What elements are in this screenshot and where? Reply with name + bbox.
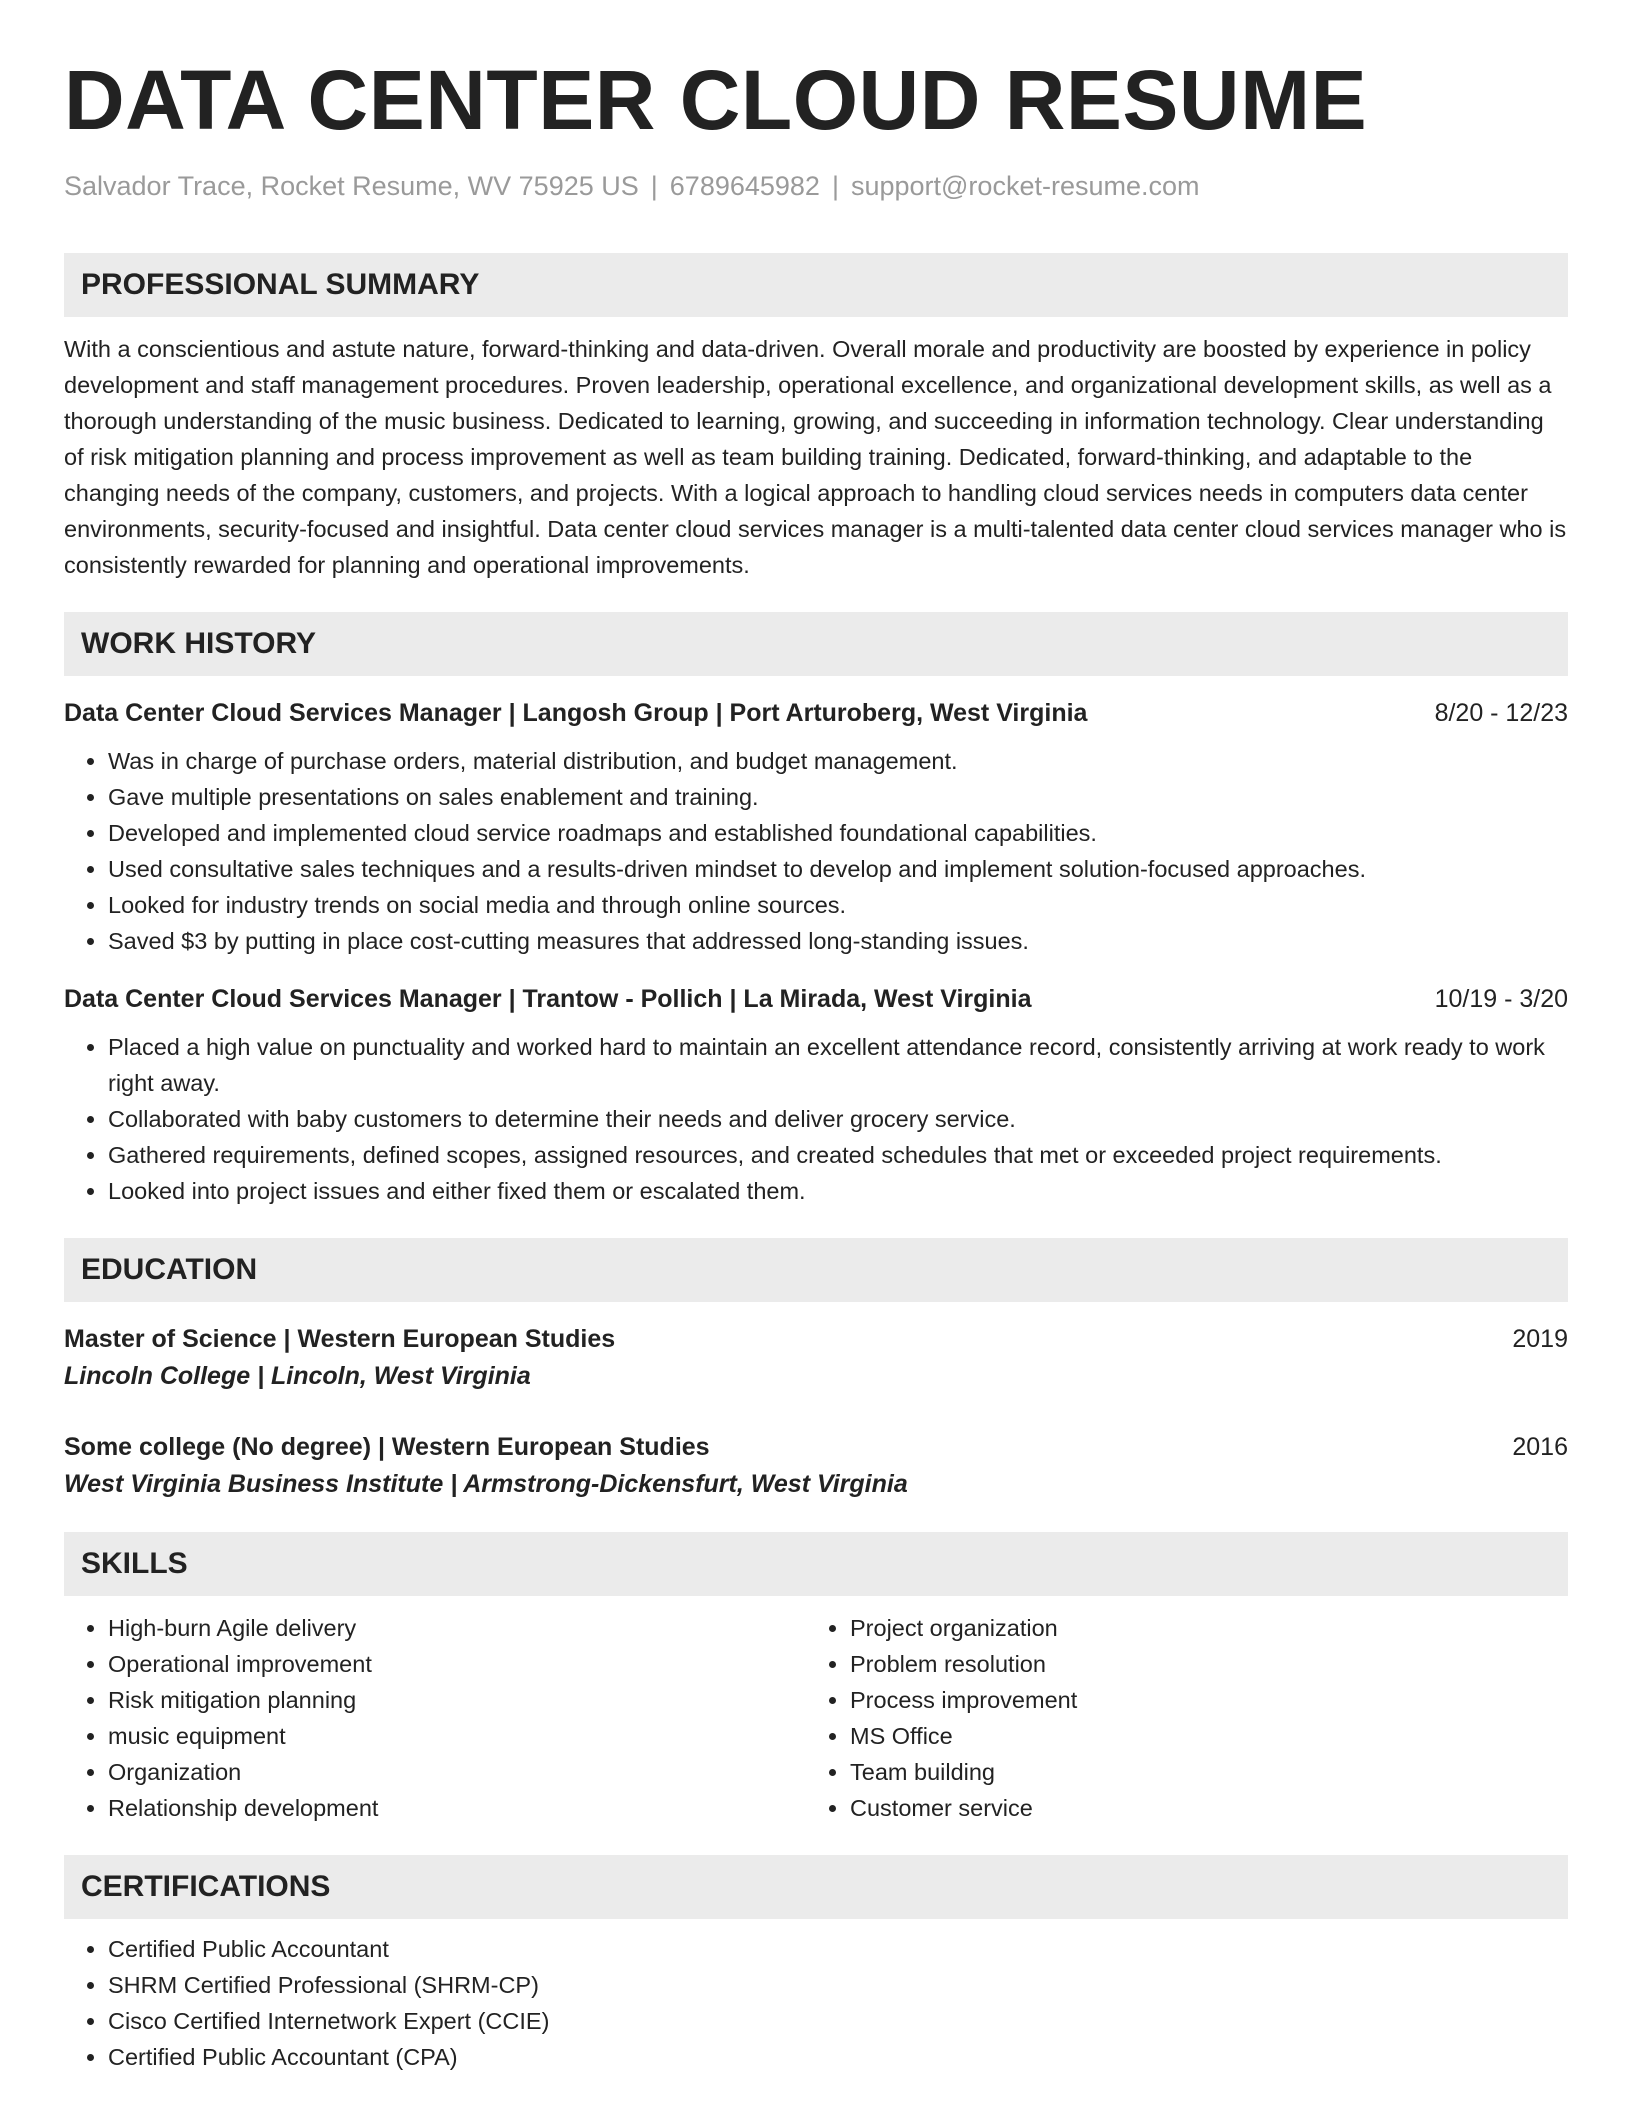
skill-item: • MS Office (850, 1718, 1548, 1754)
job-bullet: • Gave multiple presentations on sales enablement and training. (108, 779, 1568, 815)
job-bullets (64, 1029, 1568, 1209)
education-entry (64, 1429, 1568, 1503)
contact-email: support@rocket-resume.com (850, 171, 1200, 201)
job-dates: 10/19 - 3/20 (1434, 985, 1568, 1014)
contact-phone: 6789645982 (669, 171, 820, 201)
job-bullet: • Used consultative sales techniques and a results-driven mindset to develop and implement solution-focused approaches. (108, 851, 1568, 887)
certification-item: • SHRM Certified Professional (SHRM-CP) (108, 1967, 1568, 2003)
education-year: 2019 (1512, 1325, 1568, 1354)
certification-item: • Certified Public Accountant (108, 1931, 1568, 1967)
skills-list (64, 1610, 806, 1826)
section-header-work-history: WORK HISTORY (64, 612, 1568, 676)
section-header-summary: PROFESSIONAL SUMMARY (64, 253, 1568, 317)
skill-item: • Operational improvement (108, 1646, 806, 1682)
skill-item: • Problem resolution (850, 1646, 1548, 1682)
skill-item: • High-burn Agile delivery (108, 1610, 806, 1646)
contact-separator: | (831, 171, 839, 201)
job-bullet: • Looked into project issues and either fixed them or escalated them. (108, 1173, 1568, 1209)
education-degree: Some college (No degree) | Western European Studies (64, 1433, 710, 1462)
skills-column-right (806, 1610, 1548, 1826)
section-header-certifications: CERTIFICATIONS (64, 1855, 1568, 1919)
certifications-list (64, 1931, 1568, 2075)
job-bullet: • Saved $3 by putting in place cost-cutting measures that addressed long-standing issues. (108, 923, 1568, 959)
contact-separator: | (650, 171, 658, 201)
job-bullet: • Developed and implemented cloud service roadmaps and established foundational capabilities. (108, 815, 1568, 851)
skill-item: • Process improvement (850, 1682, 1548, 1718)
job-bullet: • Looked for industry trends on social media and through online sources. (108, 887, 1568, 923)
education-year: 2016 (1512, 1433, 1568, 1462)
skill-item: • Project organization (850, 1610, 1548, 1646)
skills-grid (64, 1610, 1568, 1826)
job-header (64, 981, 1568, 1017)
section-header-skills: SKILLS (64, 1532, 1568, 1596)
certification-item: • Certified Public Accountant (CPA) (108, 2039, 1568, 2075)
contact-address: Salvador Trace, Rocket Resume, WV 75925 US (64, 171, 639, 201)
job-bullet: • Was in charge of purchase orders, material distribution, and budget management. (108, 743, 1568, 779)
job-entry (64, 981, 1568, 1209)
resume-title: DATA CENTER CLOUD RESUME (64, 53, 1368, 147)
job-header (64, 695, 1568, 731)
job-entry (64, 695, 1568, 959)
skill-item: • music equipment (108, 1718, 806, 1754)
skill-item: • Organization (108, 1754, 806, 1790)
education-header (64, 1429, 1568, 1465)
job-dates: 8/20 - 12/23 (1434, 699, 1568, 728)
certification-item: • Cisco Certified Internetwork Expert (CCIE) (108, 2003, 1568, 2039)
contact-line (64, 170, 1568, 202)
skills-list (806, 1610, 1548, 1826)
skill-item: • Risk mitigation planning (108, 1682, 806, 1718)
skills-column-left (64, 1610, 806, 1826)
education-school: West Virginia Business Institute | Armstrong-Dickensfurt, West Virginia (64, 1470, 908, 1499)
skill-item: • Relationship development (108, 1790, 806, 1826)
job-bullet: • Collaborated with baby customers to determine their needs and deliver grocery service. (108, 1101, 1568, 1137)
section-header-education: EDUCATION (64, 1238, 1568, 1302)
job-title: Data Center Cloud Services Manager | Langosh Group | Port Arturoberg, West Virginia (64, 699, 1088, 728)
education-entry (64, 1321, 1568, 1395)
skill-item: • Customer service (850, 1790, 1548, 1826)
skill-item: • Team building (850, 1754, 1548, 1790)
job-title: Data Center Cloud Services Manager | Trantow - Pollich | La Mirada, West Virginia (64, 985, 1032, 1014)
education-header (64, 1321, 1568, 1357)
education-school: Lincoln College | Lincoln, West Virginia (64, 1362, 531, 1391)
education-degree: Master of Science | Western European Studies (64, 1325, 616, 1354)
resume-page (64, 53, 1568, 2075)
job-bullets (64, 743, 1568, 959)
summary-paragraph: With a conscientious and astute nature, forward-thinking and data-driven. Overall morale and productivity are boosted by experience in policy development and staff management procedures. Proven leadership, operational excellence, and organizational development skills, as well as a thorough understanding of the music business. Dedicated to learning, growing, and succeeding in information technology. Clear understanding of risk mitigation planning and process improvement as well as team building training. Dedicated, forward-thinking, and adaptable to the changing needs of the company, customers, and projects. With a logical approach to handling cloud services needs in computers data center environments, security-focused and insightful. Data center cloud services manager is a multi-talented data center cloud services manager who is consistently rewarded for planning and operational improvements. (64, 336, 1567, 579)
job-bullet: • Placed a high value on punctuality and worked hard to maintain an excellent attendance record, consistently arriving at work ready to work right away. (108, 1029, 1568, 1101)
job-bullet: • Gathered requirements, defined scopes, assigned resources, and created schedules that met or exceeded project requirements. (108, 1137, 1568, 1173)
